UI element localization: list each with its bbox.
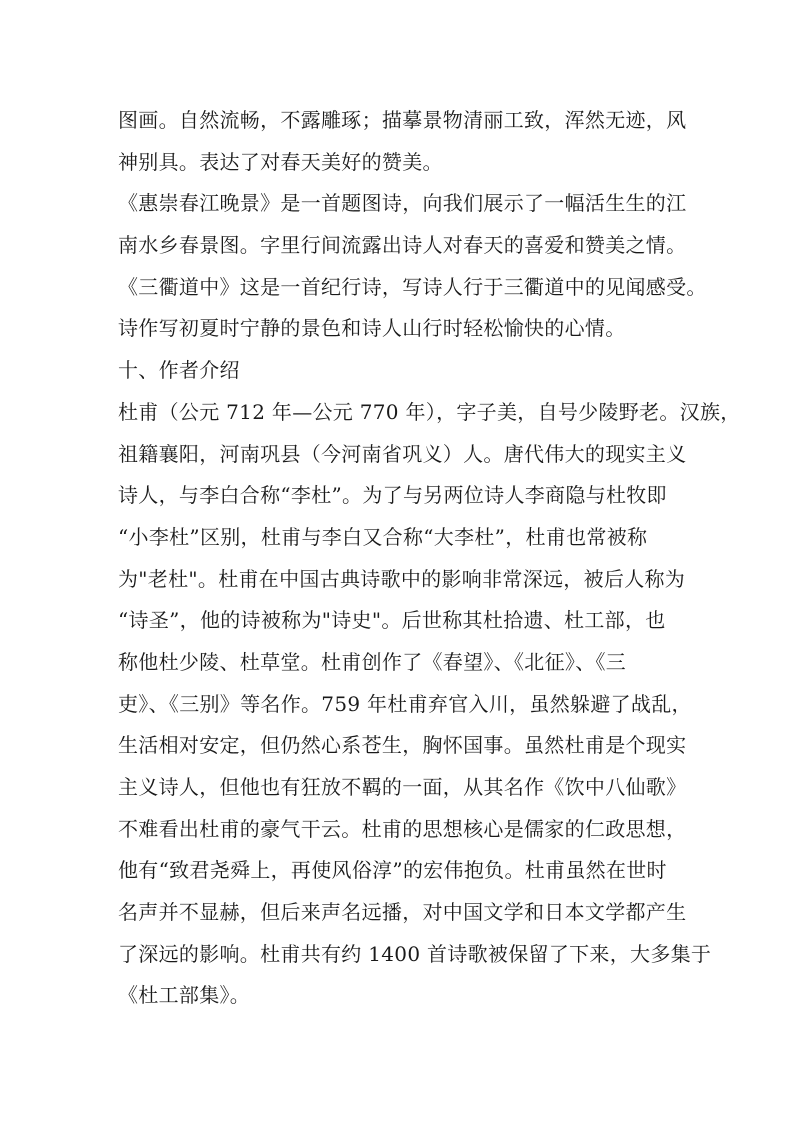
- text-line: 《三衢道中》这是一首纪行诗，写诗人行于三衢道中的见闻感受。: [118, 274, 707, 299]
- text-line: 《杜工部集》。: [118, 983, 251, 1008]
- text-line: 不难看出杜甫的豪气干云。杜甫的思想核心是儒家的仁政思想，: [118, 816, 687, 841]
- text-line: 称他杜少陵、杜草堂。杜甫创作了《春望》、《北征》、《三: [118, 649, 627, 674]
- text-line: 神别具。表达了对春天美好的赞美。: [118, 149, 443, 174]
- body-text: [118, 100, 741, 1017]
- text-line: 了深远的影响。杜甫共有约 1400 首诗歌被保留了下来，大多集于: [118, 941, 712, 966]
- text-line: 南水乡春景图。字里行间流露出诗人对春天的喜爱和赞美之情。: [118, 233, 687, 258]
- text-line: “小李杜”区别，杜甫与李白又合称“大李杜”，杜甫也常被称: [118, 524, 648, 549]
- text-line: 主义诗人，但他也有狂放不羁的一面，从其名作《饮中八仙歌》: [118, 775, 687, 799]
- text-line: 诗人，与李白合称“李杜”。为了与另两位诗人李商隐与杜牧即: [118, 483, 667, 508]
- text-line: 《惠崇春江晚景》是一首题图诗，向我们展示了一幅活生生的江: [118, 191, 687, 216]
- text-line: 图画。自然流畅，不露雕琢；描摹景物清丽工致，浑然无迹，风: [118, 108, 687, 132]
- text-line: 为"老杜"。杜甫在中国古典诗歌中的影响非常深远，被后人称为: [118, 566, 686, 591]
- text-line: 诗作写初夏时宁静的景色和诗人山行时轻松愉快的心情。: [118, 316, 626, 341]
- text-line: 他有“致君尧舜上，再使风俗淳”的宏伟抱负。杜甫虽然在世时: [118, 858, 667, 883]
- text-line: 名声并不显赫，但后来声名远播，对中国文学和日本文学都产生: [118, 900, 687, 925]
- text-line: 生活相对安定，但仍然心系苍生，胸怀国事。虽然杜甫是个现实: [118, 733, 687, 758]
- section-heading: 十、作者介绍: [118, 358, 240, 383]
- text-line: “诗圣”，他的诗被称为"诗史"。后世称其杜拾遗、杜工部，也: [118, 608, 666, 633]
- text-line: 杜甫（公元 712 年—公元 770 年），字子美，自号少陵野老。汉族，: [118, 399, 741, 424]
- text-line: 吏》、《三别》等名作。759 年杜甫弃官入川，虽然躲避了战乱，: [118, 691, 692, 716]
- text-line: 祖籍襄阳，河南巩县（今河南省巩义）人。唐代伟大的现实主义: [118, 441, 687, 466]
